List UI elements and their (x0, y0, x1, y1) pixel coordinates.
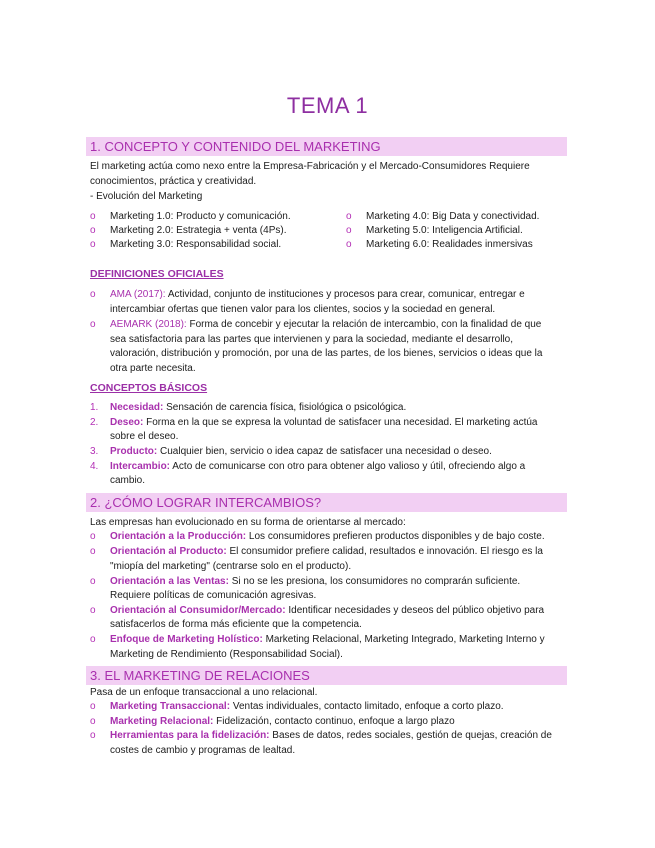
orientation-item: Orientación al Consumidor/Mercado: Identificar necesidades y deseos del público objetivo para (110, 605, 545, 616)
concept-line: sobre el deseo. (110, 431, 179, 442)
intro-line: - Evolución del Marketing (90, 191, 203, 202)
intro-line: El marketing actúa como nexo entre la Empresa-Fabricación y el Mercado-Consumidores Requiere (90, 161, 530, 172)
definition-line: valoración, distribución y promoción, por una de las partes, de los bienes, servicios o ideas que la (110, 348, 543, 359)
bullet-icon: o (90, 211, 96, 222)
concept-term: Intercambio: (110, 461, 171, 472)
relations-item: Marketing Transaccional: Ventas individuales, contacto limitado, enfoque a corto plazo. (110, 701, 504, 712)
bullet-icon: o (90, 531, 96, 542)
relations-item: Herramientas para la fidelización: Bases de datos, redes sociales, gestión de quejas, creación de (110, 730, 552, 741)
concept-line: cambio. (110, 475, 146, 486)
orientation-line: Marketing de Rendimiento (Responsabilidad Social). (110, 649, 343, 660)
concept-term: Producto: (110, 446, 158, 457)
section-intro: Pasa de un enfoque transaccional a uno relacional. (90, 687, 318, 698)
concept-term: Necesidad: (110, 402, 164, 413)
list-number: 4. (90, 461, 99, 472)
bullet-icon: o (90, 634, 96, 645)
page-title: TEMA 1 (286, 93, 369, 118)
bullet-icon: o (90, 576, 96, 587)
orientation-term: Enfoque de Marketing Holístico: (110, 634, 263, 645)
list-number: 1. (90, 402, 99, 413)
bullet-icon: o (346, 211, 352, 222)
section-heading-concepto: 1. CONCEPTO Y CONTENIDO DEL MARKETING (86, 137, 567, 156)
bullet-icon: o (90, 716, 96, 727)
definition-line: intercambiar ofertas que tienen valor para los clientes, socios y la sociedad en general. (110, 304, 496, 315)
definition-term: AMA (2017): (110, 289, 166, 300)
orientation-item: Orientación a la Producción: Los consumidores prefieren productos disponibles y de bajo coste. (110, 531, 545, 542)
orientation-term: Orientación al Producto: (110, 546, 227, 557)
section-heading-relaciones: 3. EL MARKETING DE RELACIONES (86, 666, 567, 685)
concept-item: Producto: Cualquier bien, servicio o idea capaz de satisfacer una necesidad o deseo. (110, 446, 492, 457)
orientation-term: Orientación a la Producción: (110, 531, 247, 542)
list-item: Marketing 6.0: Realidades inmersivas (366, 239, 533, 250)
relations-term: Marketing Transaccional: (110, 701, 231, 712)
bullet-icon: o (346, 239, 352, 250)
orientation-item: Orientación a las Ventas: Si no se les presiona, los consumidores no comprarán suficiente. (110, 576, 521, 587)
orientation-term: Orientación al Consumidor/Mercado: (110, 605, 286, 616)
orientation-line: Requiere políticas de comunicación agresivas. (110, 590, 317, 601)
definition-item: AMA (2017): Actividad, conjunto de instituciones y procesos para crear, comunicar, entregar e (110, 289, 525, 300)
definition-line: sea satisfactoria para las partes que intervienen y para la sociedad, mediante el desarrollo, (110, 334, 514, 345)
intro-line: conocimientos, práctica y creatividad. (90, 176, 257, 187)
bullet-icon: o (90, 605, 96, 616)
list-item: Marketing 2.0: Estrategia + venta (4Ps). (110, 225, 287, 236)
concept-term: Deseo: (110, 417, 144, 428)
bullet-icon: o (90, 701, 96, 712)
bullet-icon: o (90, 730, 96, 741)
list-item: Marketing 5.0: Inteligencia Artificial. (366, 225, 523, 236)
section-heading-intercambios: 2. ¿CÓMO LOGRAR INTERCAMBIOS? (86, 493, 567, 512)
bullet-icon: o (90, 239, 96, 250)
definition-term: AEMARK (2018): (110, 319, 187, 330)
relations-term: Marketing Relacional: (110, 716, 214, 727)
orientation-term: Orientación a las Ventas: (110, 576, 229, 587)
orientation-item: Orientación al Producto: El consumidor prefiere calidad, resultados e innovación. El riesgo es la (110, 546, 543, 557)
bullet-icon: o (90, 319, 96, 330)
concept-item: Deseo: Forma en la que se expresa la voluntad de satisfacer una necesidad. El marketing actúa (110, 417, 538, 428)
subheading-conceptos: CONCEPTOS BÁSICOS (90, 382, 208, 394)
bullet-icon: o (90, 289, 96, 300)
definition-line: otra parte necesita. (110, 363, 196, 374)
bullet-icon: o (90, 225, 96, 236)
list-item: Marketing 1.0: Producto y comunicación. (110, 211, 291, 222)
list-number: 3. (90, 446, 99, 457)
list-item: Marketing 4.0: Big Data y conectividad. (366, 211, 540, 222)
list-item: Marketing 3.0: Responsabilidad social. (110, 239, 282, 250)
relations-item: Marketing Relacional: Fidelización, contacto continuo, enfoque a largo plazo (110, 716, 455, 727)
subheading-definiciones: DEFINICIONES OFICIALES (90, 268, 224, 280)
orientation-line: satisfacerlos de forma más eficiente que la competencia. (110, 619, 362, 630)
bullet-icon: o (90, 546, 96, 557)
orientation-line: "miopía del marketing" (centrarse solo en el producto). (110, 561, 352, 572)
definition-item: AEMARK (2018): Forma de concebir y ejecutar la relación de intercambio, con la finalidad de que (110, 319, 542, 330)
relations-line: costes de cambio y programas de lealtad. (110, 745, 296, 756)
section-intro: Las empresas han evolucionado en su forma de orientarse al mercado: (90, 517, 406, 528)
bullet-icon: o (346, 225, 352, 236)
concept-item: Necesidad: Sensación de carencia física, fisiológica o psicológica. (110, 402, 407, 413)
relations-term: Herramientas para la fidelización: (110, 730, 270, 741)
list-number: 2. (90, 417, 99, 428)
orientation-item: Enfoque de Marketing Holístico: Marketing Relacional, Marketing Integrado, Marketing Interno y (110, 634, 545, 645)
concept-item: Intercambio: Acto de comunicarse con otro para obtener algo valioso y útil, ofreciendo algo a (110, 461, 526, 472)
